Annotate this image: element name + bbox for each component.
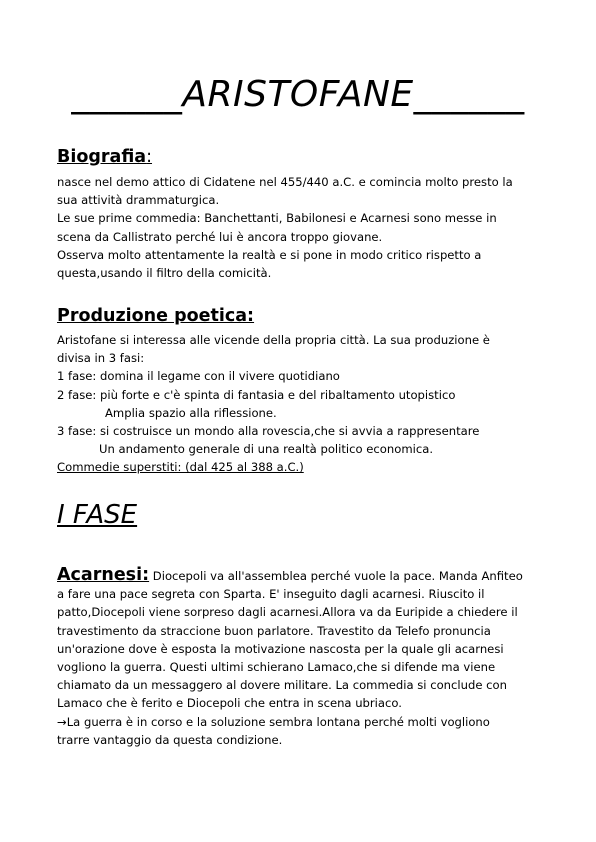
biografia-line: Le sue prime commedia: Banchettanti, Babilonesi e Acarnesi sono messe in: [57, 211, 497, 226]
acarnesi-body: [57, 566, 547, 749]
produzione-line-indented: Amplia spazio alla riflessione.: [105, 405, 277, 420]
produzione-line: 1 fase: domina il legame con il vivere quotidiano: [57, 369, 340, 384]
acarnesi-line: travestimento da straccione buon parlatore. Travestito da Telefo pronuncia: [57, 623, 491, 638]
biografia-line: Osserva molto attentamente la realtà e si pone in modo critico rispetto a: [57, 247, 482, 262]
biografia-heading: [57, 147, 152, 167]
produzione-line: Aristofane si interessa alle vicende della propria città. La sua produzione è: [57, 333, 490, 347]
biografia-line: nasce nel demo attico di Cidatene nel 455/440 a.C. e comincia molto presto la: [57, 175, 513, 189]
commedie-superstiti: Commedie superstiti: (dal 425 al 388 a.C.): [57, 460, 304, 475]
acarnesi-line: trarre vantaggio da questa condizione.: [57, 732, 283, 747]
acarnesi-line: Lamaco che è ferito e Diocepoli che entra in scena ubriaco.: [57, 696, 402, 711]
document-title: ______ARISTOFANE______: [71, 74, 525, 115]
produzione-body: [57, 331, 547, 477]
produzione-line: 3 fase: si costruisce un mondo alla rovescia,che si avvia a rappresentare: [57, 424, 480, 439]
biografia-body: [57, 173, 547, 282]
acarnesi-line: chiamato da un messaggero al dovere militare. La commedia si conclude con: [57, 678, 507, 693]
produzione-line-indented: Un andamento generale di una realtà politico economica.: [99, 442, 434, 457]
acarnesi-first-line: [57, 566, 547, 585]
produzione-heading: Produzione poetica:: [57, 306, 255, 326]
biografia-heading-colon: :: [146, 147, 153, 167]
acarnesi-heading: Acarnesi:: [57, 565, 150, 585]
acarnesi-line: patto,Diocepoli viene sorpreso dagli acarnesi.Allora va da Euripide a chiedere il: [57, 605, 518, 620]
biografia-line: sua attività drammaturgica.: [57, 193, 220, 208]
produzione-line: divisa in 3 fasi:: [57, 351, 145, 366]
acarnesi-line: a fare una pace segreta con Sparta. E' inseguito dagli acarnesi. Riuscito il: [57, 587, 485, 602]
acarnesi-line: vogliono la guerra. Questi ultimi schierano Lamaco,che si difende ma viene: [57, 660, 496, 675]
acarnesi-line: un'orazione dove è esposta la motivazione nascosta per la quale gli acarnesi: [57, 641, 504, 656]
produzione-line: 2 fase: più forte e c'è spinta di fantasia e del ribaltamento utopistico: [57, 387, 456, 402]
biografia-heading-text: Biografia: [57, 147, 147, 167]
acarnesi-line: →La guerra è in corso e la soluzione sembra lontana perché molti vogliono: [57, 714, 490, 729]
biografia-line: scena da Callistrato perché lui è ancora troppo giovane.: [57, 229, 383, 244]
biografia-line: questa,usando il filtro della comicità.: [57, 266, 272, 281]
acarnesi-first-text: Diocepoli va all'assemblea perché vuole la pace. Manda Anfiteo: [149, 569, 523, 583]
phase-title: I FASE: [57, 500, 138, 530]
